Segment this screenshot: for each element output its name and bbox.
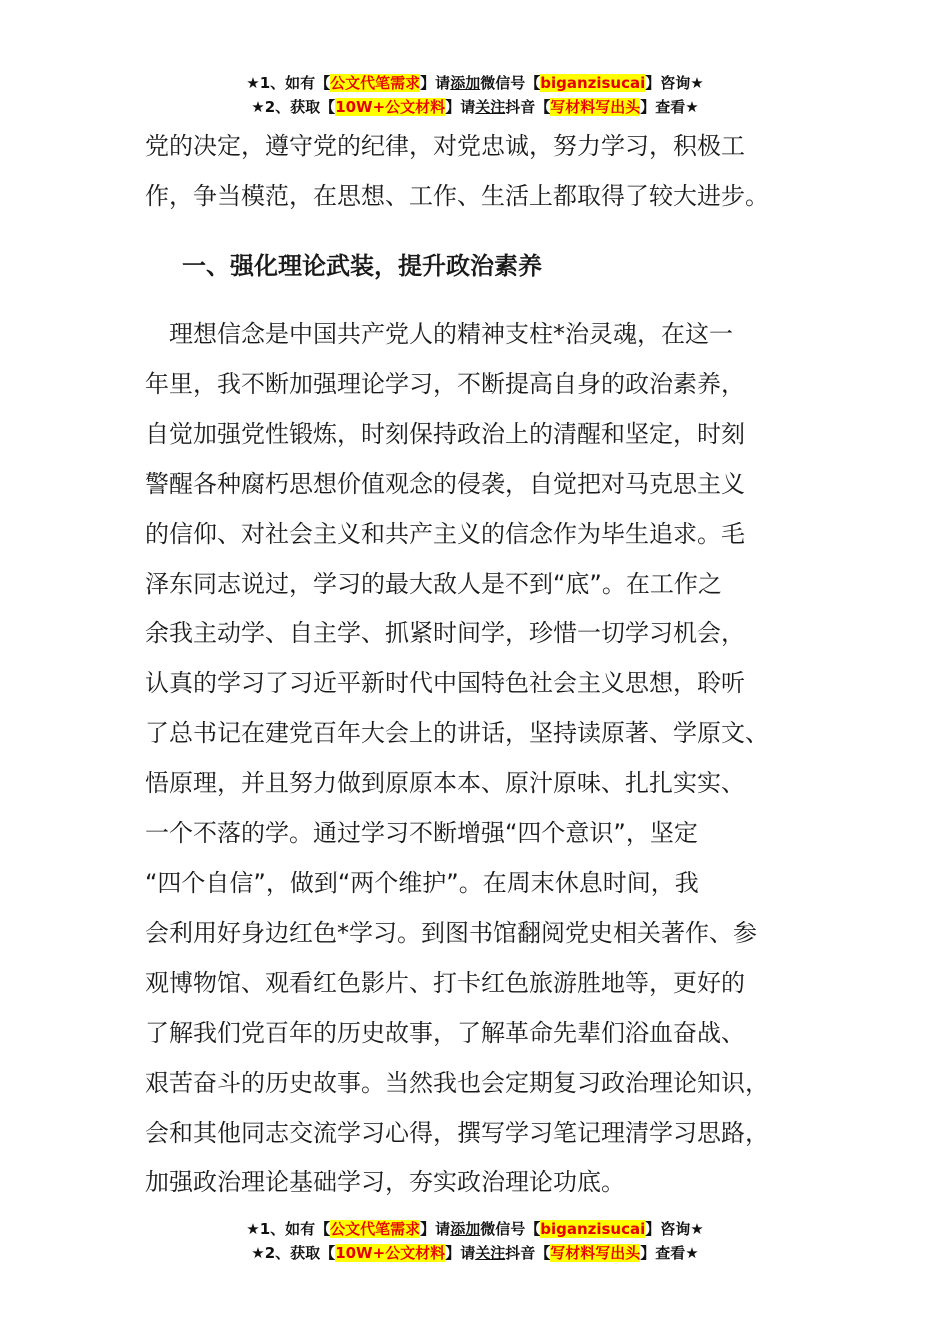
paragraph-line: 泽东同志说过，学习的最大敌人是不到“底”。在工作之 — [145, 569, 722, 598]
banner-highlight: biganzisucai — [540, 74, 646, 92]
paragraph-line: 会和其他同志交流学习心得，撰写学习笔记理清学习思路， — [145, 1118, 769, 1147]
banner-highlight: 写材料写出头 — [550, 1244, 641, 1262]
banner-text: ★2、获取【 — [251, 1244, 336, 1262]
banner-text: ★2、获取【 — [251, 98, 336, 116]
paragraph-line: “四个自信”，做到“两个维护”。在周末休息时间，我 — [145, 868, 699, 897]
banner-highlight: 公文代笔需求 — [330, 74, 421, 92]
banner-line-2 — [0, 1241, 950, 1265]
banner-highlight: 写材料写出头 — [550, 98, 641, 116]
banner-text: 抖音【 — [505, 98, 551, 116]
banner-underline: 关注 — [475, 98, 506, 116]
banner-text: 】请 — [420, 74, 451, 92]
banner-text: 】请 — [420, 1220, 451, 1238]
banner-line-2 — [0, 95, 950, 119]
main-paragraph — [145, 310, 805, 1208]
section-heading: 一、强化理论武装，提升政治素养 — [182, 252, 542, 280]
continuation-line: 党的决定，遵守党的纪律，对党忠诚，努力学习，积极工 — [145, 132, 745, 160]
top-banner — [0, 71, 950, 119]
paragraph-line: 警醒各种腐朽思想价值观念的侵袭，自觉把对马克思主义 — [145, 469, 745, 498]
banner-highlight: 10W+公文材料 — [335, 1244, 446, 1262]
banner-text: ★1、如有【 — [246, 74, 331, 92]
banner-text: 】咨询★ — [645, 1220, 704, 1238]
paragraph-line: 年里，我不断加强理论学习，不断提高自身的政治素养， — [145, 369, 745, 398]
paragraph-line: 会利用好身边红色*学习。到图书馆翻阅党史相关著作、参 — [145, 918, 757, 947]
paragraph-line: 悟原理，并且努力做到原原本本、原汁原味、扎扎实实、 — [145, 769, 745, 798]
banner-highlight: 公文代笔需求 — [330, 1220, 421, 1238]
banner-text: 】查看★ — [640, 98, 699, 116]
banner-text: ★1、如有【 — [246, 1220, 331, 1238]
banner-text: 微信号【 — [480, 1220, 541, 1238]
banner-highlight: biganzisucai — [540, 1220, 646, 1238]
banner-text: 微信号【 — [480, 74, 541, 92]
continuation-paragraph — [145, 122, 805, 222]
banner-underline: 关注 — [475, 1244, 506, 1262]
paragraph-line: 理想信念是中国共产党人的精神支柱*治灵魂，在这一 — [145, 320, 733, 348]
banner-text: 】请 — [445, 98, 476, 116]
banner-line-1 — [0, 71, 950, 95]
paragraph-line: 观博物馆、观看红色影片、打卡红色旅游胜地等，更好的 — [145, 968, 745, 997]
paragraph-line: 余我主动学、自主学、抓紧时间学，珍惜一切学习机会， — [145, 619, 745, 648]
paragraph-line: 的信仰、对社会主义和共产主义的信念作为毕生追求。毛 — [145, 519, 745, 548]
banner-text: 】咨询★ — [645, 74, 704, 92]
banner-line-1 — [0, 1217, 950, 1241]
paragraph-line: 艰苦奋斗的历史故事。当然我也会定期复习政治理论知识， — [145, 1068, 769, 1097]
paragraph-line: 了总书记在建党百年大会上的讲话，坚持读原著、学原文、 — [145, 719, 769, 748]
paragraph-line: 自觉加强党性锻炼，时刻保持政治上的清醒和坚定，时刻 — [145, 419, 745, 448]
paragraph-line: 了解我们党百年的历史故事，了解革命先辈们浴血奋战、 — [145, 1018, 745, 1047]
paragraph-line: 一个不落的学。通过学习不断增强“四个意识”，坚定 — [145, 819, 698, 848]
paragraph-line: 认真的学习了习近平新时代中国特色社会主义思想，聆听 — [145, 669, 745, 698]
banner-highlight: 10W+公文材料 — [335, 98, 446, 116]
banner-text: 】查看★ — [640, 1244, 699, 1262]
banner-underline: 添加 — [450, 74, 481, 92]
banner-text: 抖音【 — [505, 1244, 551, 1262]
paragraph-line: 加强政治理论基础学习，夯实政治理论功底。 — [145, 1168, 625, 1197]
banner-text: 】请 — [445, 1244, 476, 1262]
continuation-line: 作，争当模范，在思想、工作、生活上都取得了较大进步。 — [145, 181, 769, 210]
banner-underline: 添加 — [450, 1220, 481, 1238]
bottom-banner — [0, 1217, 950, 1265]
